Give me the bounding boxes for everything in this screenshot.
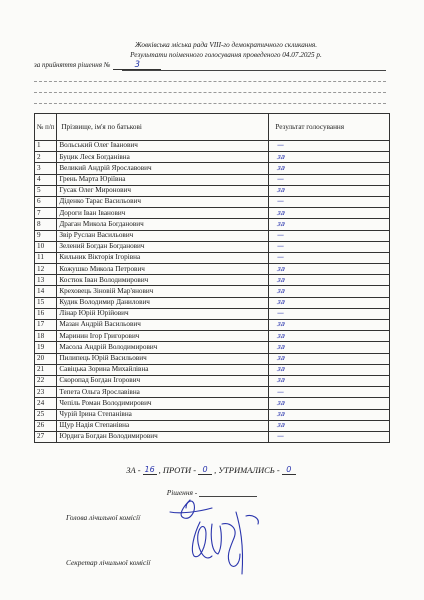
- council-title: Жовківська міська рада VIII-го демократичного скликання.: [134, 41, 318, 49]
- table-row: [35, 219, 390, 230]
- deputy-name: Гусак Олег Миронович: [57, 185, 269, 196]
- table-row: [35, 264, 390, 275]
- vote-result-cell: [269, 275, 390, 286]
- row-number: 21: [35, 364, 57, 375]
- deputy-name: Креховець Зіновій Мар'янович: [57, 286, 269, 297]
- deputy-name: Маринин Ігор Григорович: [57, 331, 269, 342]
- deputy-name: Звір Руслан Васильович: [57, 230, 269, 241]
- table-row: [35, 431, 390, 442]
- vote-mark: за: [276, 208, 287, 217]
- row-number: 2: [35, 152, 57, 163]
- vote-result-cell: [269, 230, 390, 241]
- vote-result-cell: [269, 353, 390, 364]
- table-row: [35, 375, 390, 386]
- row-number: 1: [35, 141, 57, 152]
- deputy-name: Грень Марта Юріївна: [57, 174, 269, 185]
- row-number: 27: [35, 431, 57, 442]
- vote-mark: —: [276, 141, 285, 150]
- table-row: [35, 208, 390, 219]
- vote-result-cell: [269, 398, 390, 409]
- decision-line: [34, 61, 161, 70]
- vote-mark: —: [276, 242, 285, 251]
- deputy-name: Мазан Андрій Васильович: [57, 320, 269, 331]
- column-header-name: Прізвище, ім'я по батькові: [57, 114, 269, 141]
- table-row: [35, 185, 390, 196]
- deputy-name: Кожушко Микола Петрович: [57, 264, 269, 275]
- row-number: 5: [35, 185, 57, 196]
- vote-mark: —: [276, 197, 285, 206]
- vote-result-cell: [269, 297, 390, 308]
- blank-line: [34, 81, 386, 82]
- vote-mark: за: [276, 264, 287, 273]
- table-row: [35, 275, 390, 286]
- vote-mark: за: [276, 320, 287, 329]
- table-row: [35, 308, 390, 319]
- table-header-row: [35, 114, 390, 141]
- table-row: [35, 241, 390, 252]
- vote-result-cell: [269, 409, 390, 420]
- deputy-name: Чепіль Роман Володимирович: [57, 398, 269, 409]
- deputy-name: Буцик Леся Богданівна: [57, 152, 269, 163]
- table-row: [35, 174, 390, 185]
- vote-mark: —: [276, 432, 285, 441]
- deputy-name: Скоропад Богдан Ігорович: [57, 375, 269, 386]
- table-row: [35, 320, 390, 331]
- deputy-name: Дороги Іван Іванович: [57, 208, 269, 219]
- table-row: [35, 196, 390, 207]
- vote-result-cell: [269, 431, 390, 442]
- table-row: [35, 342, 390, 353]
- row-number: 22: [35, 375, 57, 386]
- vote-result-cell: [269, 320, 390, 331]
- votes-table-body: [35, 141, 390, 443]
- vote-mark: —: [276, 309, 285, 318]
- abstain-count: 0: [282, 465, 296, 475]
- against-count: 0: [198, 465, 212, 475]
- vote-mark: за: [276, 286, 287, 295]
- deputy-name: Великий Андрій Ярославович: [57, 163, 269, 174]
- table-row: [35, 409, 390, 420]
- decision-underline: [122, 70, 386, 71]
- row-number: 15: [35, 297, 57, 308]
- row-number: 23: [35, 387, 57, 398]
- row-number: 13: [35, 275, 57, 286]
- vote-mark: за: [276, 342, 287, 351]
- vote-mark: —: [276, 387, 285, 396]
- row-number: 26: [35, 420, 57, 431]
- vote-result-cell: [269, 208, 390, 219]
- blank-line: [34, 103, 386, 104]
- table-row: [35, 331, 390, 342]
- row-number: 6: [35, 196, 57, 207]
- deputy-name: Вольський Олег Іванович: [57, 141, 269, 152]
- row-number: 9: [35, 230, 57, 241]
- vote-mark: за: [276, 421, 287, 430]
- table-row: [35, 398, 390, 409]
- row-number: 8: [35, 219, 57, 230]
- for-label: ЗА -: [126, 465, 141, 475]
- decision-number: 3: [113, 61, 161, 70]
- table-row: [35, 230, 390, 241]
- vote-mark: за: [276, 219, 287, 228]
- decision-result-label: Рішення -: [166, 488, 198, 497]
- row-number: 10: [35, 241, 57, 252]
- vote-mark: за: [276, 331, 287, 340]
- vote-result-cell: [269, 264, 390, 275]
- vote-mark: за: [276, 409, 287, 418]
- row-number: 3: [35, 163, 57, 174]
- vote-totals: [0, 465, 424, 475]
- vote-mark: за: [276, 365, 287, 374]
- vote-result-cell: [269, 387, 390, 398]
- vote-mark: —: [276, 230, 285, 239]
- vote-result-cell: [269, 286, 390, 297]
- row-number: 16: [35, 308, 57, 319]
- vote-result-cell: [269, 331, 390, 342]
- blank-line: [34, 92, 386, 93]
- row-number: 24: [35, 398, 57, 409]
- table-row: [35, 141, 390, 152]
- row-number: 4: [35, 174, 57, 185]
- deputy-name: Тепета Ольга Ярославівна: [57, 387, 269, 398]
- vote-result-cell: [269, 141, 390, 152]
- vote-mark: за: [276, 275, 287, 284]
- table-row: [35, 163, 390, 174]
- chair-label: Голова лічильної комісії: [66, 513, 141, 522]
- deputy-name: Масола Андрій Володимирович: [57, 342, 269, 353]
- vote-result-cell: [269, 364, 390, 375]
- row-number: 19: [35, 342, 57, 353]
- vote-result-cell: [269, 420, 390, 431]
- table-row: [35, 420, 390, 431]
- vote-result-cell: [269, 174, 390, 185]
- vote-mark: за: [276, 398, 287, 407]
- deputy-name: Драган Микола Богданович: [57, 219, 269, 230]
- vote-mark: за: [276, 163, 287, 172]
- vote-mark: —: [276, 253, 285, 262]
- vote-mark: за: [276, 354, 287, 363]
- deputy-name: Діденко Тарас Васильович: [57, 196, 269, 207]
- vote-mark: —: [276, 175, 285, 184]
- table-row: [35, 353, 390, 364]
- vote-mark: за: [276, 152, 287, 161]
- column-header-result: Результат голосування: [269, 114, 390, 141]
- votes-table: [34, 113, 390, 443]
- vote-result-cell: [269, 196, 390, 207]
- row-number: 20: [35, 353, 57, 364]
- vote-result-cell: [269, 308, 390, 319]
- vote-mark: за: [276, 376, 287, 385]
- deputy-name: Пилипець Юрій Васильович: [57, 353, 269, 364]
- deputy-name: Лінар Юрій Юрійович: [57, 308, 269, 319]
- table-row: [35, 286, 390, 297]
- vote-result-cell: [269, 375, 390, 386]
- vote-mark: за: [276, 186, 287, 195]
- secretary-label: Секретар лічильної комісії: [66, 558, 151, 567]
- vote-result-cell: [269, 241, 390, 252]
- table-row: [35, 152, 390, 163]
- deputy-name: Костюк Іван Володимирович: [57, 275, 269, 286]
- handwritten-signature: [160, 494, 270, 584]
- column-header-number: № п/п: [35, 114, 57, 141]
- against-label: , ПРОТИ -: [158, 465, 197, 475]
- row-number: 7: [35, 208, 57, 219]
- table-row: [35, 364, 390, 375]
- table-row: [35, 297, 390, 308]
- vote-result-cell: [269, 252, 390, 263]
- deputy-name: Чурій Ірина Степанівна: [57, 409, 269, 420]
- row-number: 12: [35, 264, 57, 275]
- vote-mark: за: [276, 298, 287, 307]
- vote-result-cell: [269, 163, 390, 174]
- vote-result-cell: [269, 185, 390, 196]
- deputy-name: Кудик Володимир Данилович: [57, 297, 269, 308]
- row-number: 11: [35, 252, 57, 263]
- row-number: 17: [35, 320, 57, 331]
- abstain-label: , УТРИМАЛИСЬ -: [214, 465, 280, 475]
- deputy-name: Юрдига Богдан Володимирович: [57, 431, 269, 442]
- row-number: 14: [35, 286, 57, 297]
- deputy-name: Кильник Вікторія Ігорівна: [57, 252, 269, 263]
- voting-results-title: Результати поіменного голосування проведеного 04.07.2025 р.: [130, 51, 322, 59]
- for-count: 16: [144, 465, 155, 474]
- table-row: [35, 252, 390, 263]
- vote-result-cell: [269, 219, 390, 230]
- vote-result-cell: [269, 342, 390, 353]
- deputy-name: Щур Надія Степанівна: [57, 420, 269, 431]
- deputy-name: Зелений Богдан Богданович: [57, 241, 269, 252]
- deputy-name: Савіцька Зорина Михайлівна: [57, 364, 269, 375]
- decision-label: за прийняття рішення №: [34, 61, 111, 69]
- row-number: 18: [35, 331, 57, 342]
- vote-result-cell: [269, 152, 390, 163]
- row-number: 25: [35, 409, 57, 420]
- table-row: [35, 387, 390, 398]
